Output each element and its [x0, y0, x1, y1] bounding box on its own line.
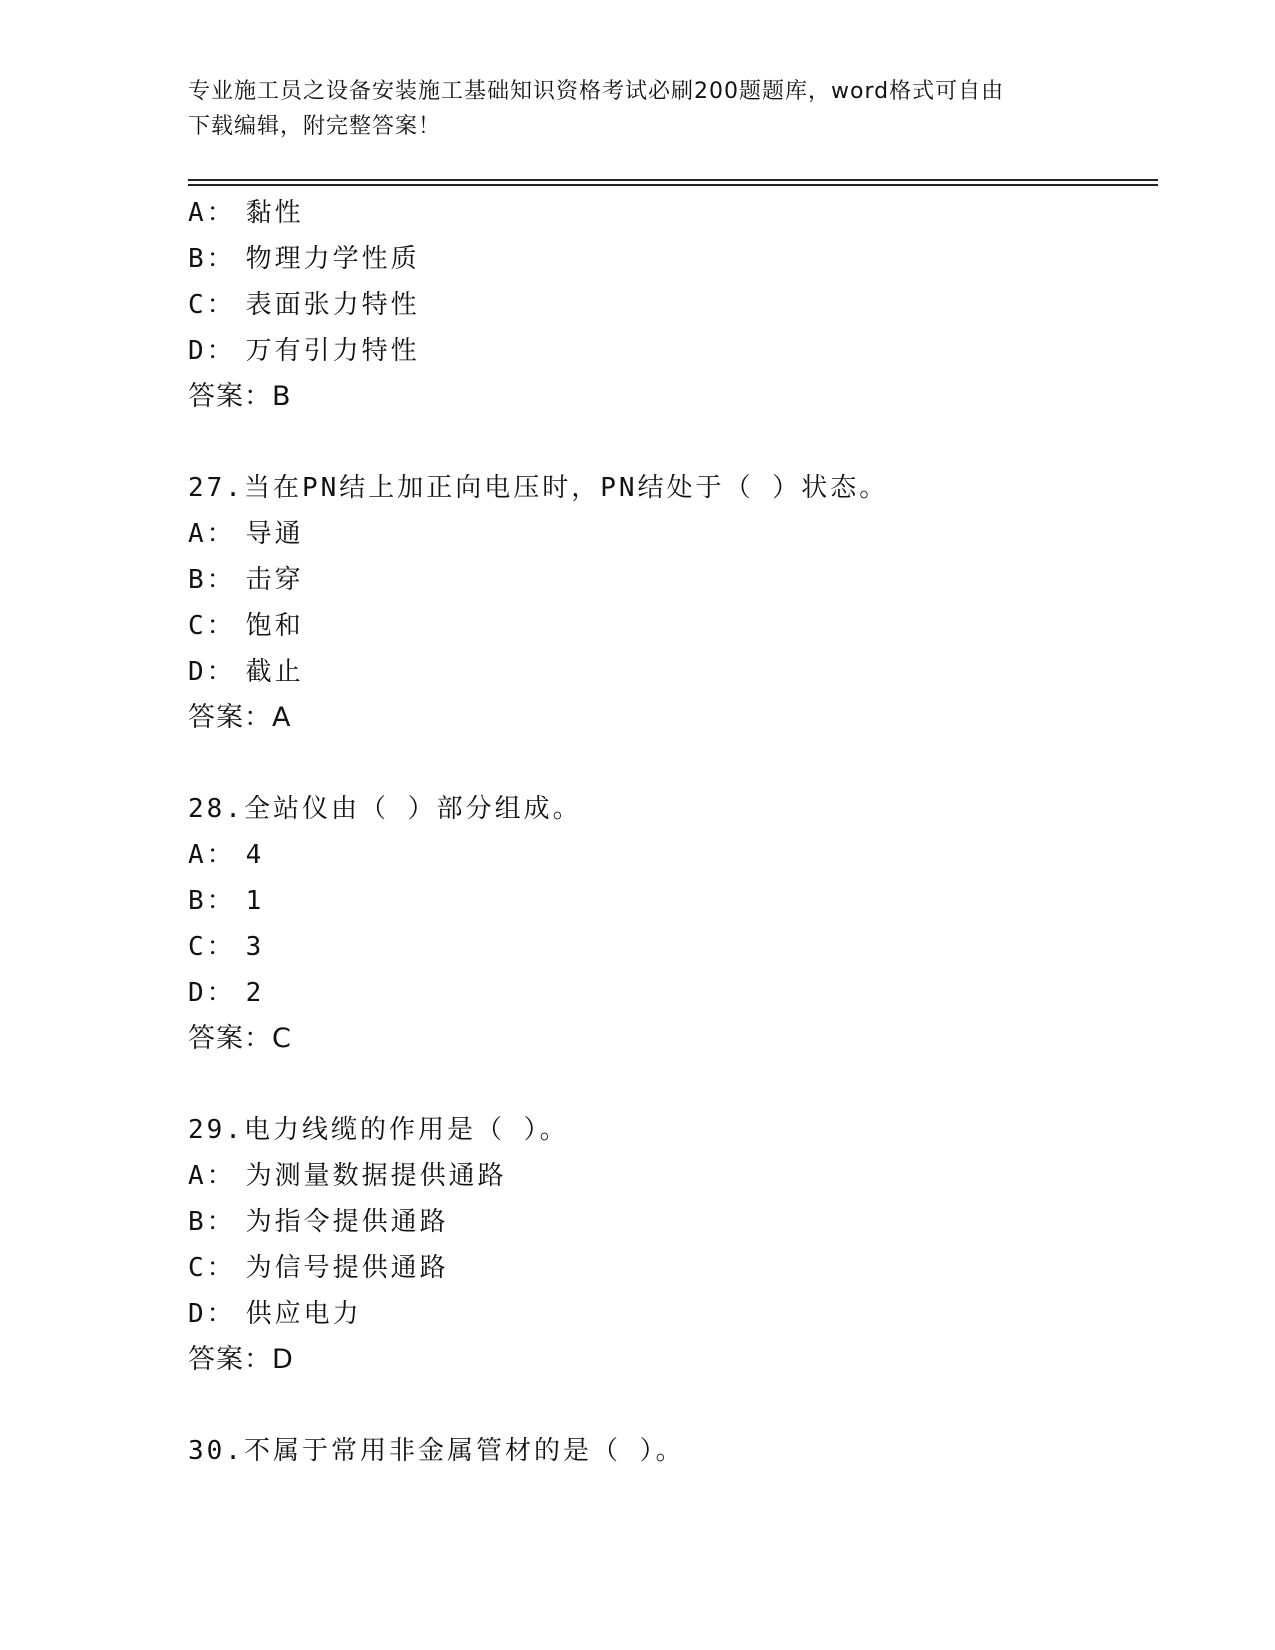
question-spacer — [188, 420, 1148, 465]
option-label: C： — [188, 1253, 236, 1283]
option-label: A： — [188, 840, 236, 870]
option-d — [188, 328, 1148, 374]
question-spacer — [188, 741, 1148, 786]
answer-28: 答案：C — [188, 1023, 292, 1054]
option-text: 为测量数据提供通路 — [245, 1161, 507, 1191]
document-header — [188, 74, 1088, 144]
option-label: D： — [188, 657, 236, 687]
option-text: 黏性 — [245, 198, 304, 228]
question-stem: 30.不属于常用非金属管材的是（ ）。 — [188, 1436, 685, 1466]
option-a — [188, 1153, 1148, 1199]
option-label: D： — [188, 1299, 236, 1329]
header-line-1: 专业施工员之设备安装施工基础知识资格考试必刷200题题库，word格式可自由 — [188, 79, 1005, 104]
option-label: B： — [188, 886, 236, 916]
option-text: 物理力学性质 — [245, 244, 420, 274]
option-text: 饱和 — [245, 611, 304, 641]
option-b — [188, 1199, 1148, 1245]
option-a — [188, 511, 1148, 557]
option-c — [188, 924, 1148, 970]
option-text: 供应电力 — [245, 1299, 362, 1329]
answer-27: 答案：A — [188, 702, 292, 733]
question-spacer — [188, 1062, 1148, 1107]
option-label: D： — [188, 978, 236, 1008]
question-stem: 29.电力线缆的作用是（ ）。 — [188, 1115, 569, 1145]
option-text: 表面张力特性 — [245, 290, 420, 320]
option-d — [188, 970, 1148, 1016]
question-stem: 27.当在PN结上加正向电压时，PN结处于（ ）状态。 — [188, 473, 889, 503]
option-b — [188, 878, 1148, 924]
option-text: 万有引力特性 — [245, 336, 420, 366]
option-d — [188, 1291, 1148, 1337]
option-label: A： — [188, 1161, 236, 1191]
question-28 — [188, 786, 1148, 1062]
option-label: C： — [188, 290, 236, 320]
option-label: B： — [188, 565, 236, 595]
question-list — [188, 190, 1148, 1474]
option-text: 导通 — [245, 519, 304, 549]
option-c — [188, 282, 1148, 328]
question-spacer — [188, 1383, 1148, 1428]
header-divider-top — [188, 179, 1158, 181]
option-label: C： — [188, 932, 236, 962]
question-26-options — [188, 190, 1148, 420]
option-c — [188, 1245, 1148, 1291]
option-label: D： — [188, 336, 236, 366]
option-c — [188, 603, 1148, 649]
option-label: B： — [188, 1207, 236, 1237]
option-text: 截止 — [245, 657, 304, 687]
header-line-2: 下载编辑，附完整答案！ — [188, 114, 442, 139]
option-a — [188, 832, 1148, 878]
option-text: 为信号提供通路 — [245, 1253, 449, 1283]
header-divider-bottom — [188, 184, 1158, 186]
option-text: 1 — [245, 886, 265, 916]
option-label: A： — [188, 198, 236, 228]
option-text: 3 — [245, 932, 265, 962]
answer-29: 答案：D — [188, 1344, 294, 1375]
option-text: 2 — [245, 978, 265, 1008]
option-text: 击穿 — [245, 565, 304, 595]
question-30 — [188, 1428, 1148, 1474]
option-text: 4 — [245, 840, 265, 870]
option-b — [188, 236, 1148, 282]
question-stem: 28.全站仪由（ ）部分组成。 — [188, 794, 582, 824]
option-d — [188, 649, 1148, 695]
question-27 — [188, 465, 1148, 741]
option-text: 为指令提供通路 — [245, 1207, 449, 1237]
option-label: C： — [188, 611, 236, 641]
question-29 — [188, 1107, 1148, 1383]
option-b — [188, 557, 1148, 603]
option-a — [188, 190, 1148, 236]
option-label: B： — [188, 244, 236, 274]
answer-26: 答案：B — [188, 381, 292, 412]
option-label: A： — [188, 519, 236, 549]
